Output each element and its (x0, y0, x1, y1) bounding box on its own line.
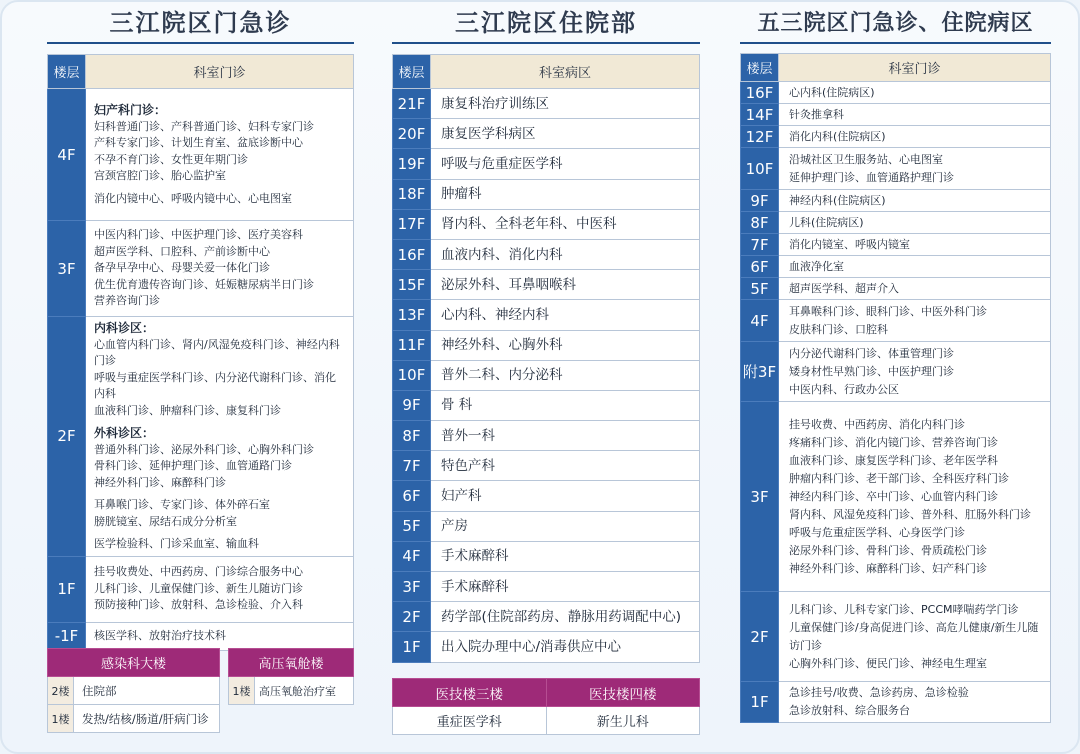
dept-line: 超声医学科、超声介入 (789, 281, 899, 295)
dept-line: 医学检验科、门诊采血室、输血科 (94, 537, 259, 550)
dept-line: 神经外科门诊、麻醉科门诊、妇产科门诊 (789, 561, 987, 575)
floor-table (47, 54, 354, 651)
floor-label: 3F (48, 221, 86, 317)
floor-label: 21F (393, 89, 431, 119)
dept-cell: 心内科、神经内科 (431, 300, 700, 330)
floor-label: 15F (393, 270, 431, 300)
dept-line: 儿科门诊、儿童保健门诊、新生儿随访门诊 (94, 581, 303, 595)
dept-line: 急诊挂号/收费、急诊药房、急诊检验 (789, 686, 969, 699)
floor-row (48, 317, 354, 557)
dept-line: 心内科(住院病区) (789, 85, 875, 99)
floor-label: 2F (48, 317, 86, 557)
floor-row (393, 270, 700, 300)
floor-label: 4F (48, 89, 86, 221)
dept-line: 核医学科、放射治疗技术科 (94, 628, 226, 642)
dept-line: 针灸推拿科 (789, 107, 844, 121)
floor-row (393, 209, 700, 239)
floor-label: 2楼 (48, 677, 74, 705)
dept-label: 发热/结核/肠道/肝病门诊 (74, 705, 220, 733)
group-title: 妇产科门诊： (94, 103, 167, 117)
floor-row (741, 104, 1051, 126)
dept-line: 血液科门诊、康复医学科门诊、老年医学科 (789, 453, 998, 467)
dept-cell (779, 104, 1051, 126)
floor-label: 8F (393, 421, 431, 451)
dept-line: 心血管内科门诊、肾内/风湿免疫科门诊、神经内科门诊 (94, 337, 340, 367)
floor-label: 1F (393, 632, 431, 662)
dept-line: 耳鼻喉门诊、专家门诊、体外碎石室 (94, 498, 270, 511)
dept-line: 消化内镜室、呼吸内镜室 (789, 237, 910, 251)
floor-label: 1楼 (48, 705, 74, 733)
floor-row (393, 360, 700, 390)
dept-line: 沿城社区卫生服务站、心电图室 (789, 152, 943, 166)
dept-cell (779, 300, 1051, 342)
dept-line: 泌尿外科门诊、骨科门诊、骨质疏松门诊 (789, 543, 987, 557)
dept-cell: 普外一科 (431, 421, 700, 451)
floor-label: 6F (393, 481, 431, 511)
oxygen-building-title: 高压氧舱楼 (229, 649, 354, 677)
oxygen-building-table (228, 648, 354, 705)
dept-cell (86, 89, 354, 221)
dept-cell (779, 402, 1051, 592)
dept-line: 神经外科门诊、麻醉科门诊 (94, 475, 226, 489)
dept-cell: 出入院办理中心/消毒供应中心 (431, 632, 700, 662)
dept-line: 产科专家门诊、计划生育室、盆底诊断中心 (94, 136, 303, 149)
column-sanjiang-inpatient (392, 0, 700, 730)
floor-row (741, 342, 1051, 402)
group-title: 外科诊区： (94, 426, 155, 440)
dept-cell: 呼吸与危重症医学科 (431, 149, 700, 179)
dept-cell (779, 148, 1051, 190)
dept-cell (779, 342, 1051, 402)
column-sanjiang-outpatient (47, 0, 354, 726)
dept-cell (86, 221, 354, 317)
floor-row (393, 602, 700, 632)
floor-label: 16F (741, 82, 779, 104)
dept-line: 呼吸与危重症医学科、心身医学门诊 (789, 525, 965, 539)
dept-line: 消化内镜中心、呼吸内镜中心、心电图室 (94, 191, 292, 205)
dept-line: 肾内科、风湿免疫科门诊、普外科、肛肠外科门诊 (789, 507, 1031, 521)
dept-line: 疼痛科门诊、消化内镜门诊、营养咨询门诊 (789, 435, 998, 449)
floor-label: 6F (741, 256, 779, 278)
column-wusan-campus (740, 0, 1051, 723)
floor-label: 19F (393, 149, 431, 179)
floor-row (741, 256, 1051, 278)
floor-row (48, 89, 354, 221)
header-floor: 楼层 (741, 54, 779, 82)
floor-label: 5F (393, 511, 431, 541)
dept-line: 心胸外科门诊、便民门诊、神经电生理室 (789, 656, 987, 670)
column-title: 三江院区门急诊 (47, 0, 354, 44)
floor-row (393, 89, 700, 119)
floor-row (741, 402, 1051, 592)
header-floor: 楼层 (393, 55, 431, 89)
floor-row (393, 330, 700, 360)
group-title: 内科诊区： (94, 321, 155, 335)
floor-row (741, 148, 1051, 190)
dept-cell: 妇产科 (431, 481, 700, 511)
dept-line: 宫颈宫腔门诊、胎心监护室 (94, 169, 226, 182)
floor-label: 7F (393, 451, 431, 481)
floor-row (393, 149, 700, 179)
tech-building-3-dept: 重症医学科 (393, 707, 547, 735)
floor-label: 4F (393, 541, 431, 571)
dept-cell (86, 556, 354, 622)
dept-line: 肿瘤内科门诊、老干部门诊、全科医疗科门诊 (789, 471, 1009, 485)
floor-row (393, 481, 700, 511)
dept-line: 呼吸与重症医学科门诊、内分泌代谢科门诊、消化内科 (94, 370, 336, 400)
floor-label: 14F (741, 104, 779, 126)
floor-label: 20F (393, 119, 431, 149)
floor-label: 9F (393, 390, 431, 420)
dept-line: 内分泌代谢科门诊、体重管理门诊 (789, 346, 954, 360)
floor-label: 13F (393, 300, 431, 330)
floor-row (48, 556, 354, 622)
tech-building-table (392, 678, 700, 735)
floor-row (48, 221, 354, 317)
dept-line: 血液净化室 (789, 259, 844, 273)
floor-table (392, 54, 700, 663)
floor-label: 10F (393, 360, 431, 390)
dept-line: 耳鼻喉科门诊、眼科门诊、中医外科门诊 (789, 304, 987, 318)
floor-row (741, 190, 1051, 212)
header-floor: 楼层 (48, 55, 86, 89)
dept-line: 儿童保健门诊/身高促进门诊、高危儿健康/新生儿随访门诊 (789, 620, 1039, 652)
floor-row (393, 179, 700, 209)
floor-label: 5F (741, 278, 779, 300)
floor-row (393, 390, 700, 420)
dept-cell: 泌尿外科、耳鼻咽喉科 (431, 270, 700, 300)
dept-cell (779, 234, 1051, 256)
floor-row (393, 451, 700, 481)
floor-table (740, 53, 1051, 723)
column-title: 五三院区门急诊、住院病区 (740, 0, 1051, 44)
floor-label: 11F (393, 330, 431, 360)
dept-line: 延伸护理门诊、血管通路护理门诊 (789, 170, 954, 184)
dept-line: 矮身材性早熟门诊、中医护理门诊 (789, 364, 954, 378)
floor-label: 18F (393, 179, 431, 209)
dept-cell (779, 256, 1051, 278)
floor-label: 7F (741, 234, 779, 256)
dept-cell: 产房 (431, 511, 700, 541)
dept-cell (779, 278, 1051, 300)
dept-line: 血液科门诊、肿瘤科门诊、康复科门诊 (94, 403, 281, 417)
floor-row (741, 300, 1051, 342)
dept-line: 备孕早孕中心、母婴关爱一体化门诊 (94, 261, 270, 275)
dept-cell (779, 682, 1051, 723)
floor-label: 1楼 (229, 677, 255, 705)
floor-row (48, 622, 354, 650)
dept-cell: 血液内科、消化内科 (431, 239, 700, 269)
dept-line: 中医内科、行政办公区 (789, 382, 899, 396)
dept-cell (779, 190, 1051, 212)
floor-row (393, 119, 700, 149)
dept-line: 儿科(住院病区) (789, 215, 864, 229)
dept-line: 骨科门诊、延伸护理门诊、血管通路门诊 (94, 459, 292, 472)
floor-row (741, 212, 1051, 234)
floor-label: 10F (741, 148, 779, 190)
dept-cell (86, 317, 354, 557)
dept-line: 不孕不育门诊、女性更年期门诊 (94, 152, 248, 166)
dept-line: 挂号收费、中西药房、消化内科门诊 (789, 417, 965, 431)
column-title: 三江院区住院部 (392, 0, 700, 44)
tech-building-4-dept: 新生儿科 (546, 707, 700, 735)
floor-label: 1F (48, 556, 86, 622)
floor-row (741, 126, 1051, 148)
dept-line: 优生优育遗传咨询门诊、妊娠糖尿病半日门诊 (94, 277, 314, 291)
dept-cell (779, 212, 1051, 234)
floor-label: 17F (393, 209, 431, 239)
dept-cell: 手术麻醉科 (431, 572, 700, 602)
dept-line: 中医内科门诊、中医护理门诊、医疗美容科 (94, 228, 303, 242)
dept-cell: 康复科治疗训练区 (431, 89, 700, 119)
floor-label: 2F (393, 602, 431, 632)
floor-row (393, 300, 700, 330)
dept-cell: 骨 科 (431, 390, 700, 420)
floor-row (393, 632, 700, 662)
dept-line: 消化内科(住院病区) (789, 129, 886, 143)
infectious-building-title: 感染科大楼 (48, 649, 220, 677)
floor-label: 8F (741, 212, 779, 234)
tech-building-4-title: 医技楼四楼 (546, 679, 700, 707)
dept-cell: 康复医学科病区 (431, 119, 700, 149)
dept-label: 住院部 (74, 677, 220, 705)
floor-label: 1F (741, 682, 779, 723)
dept-cell: 手术麻醉科 (431, 541, 700, 571)
dept-cell: 药学部(住院部药房、静脉用药调配中心) (431, 602, 700, 632)
floor-row (393, 239, 700, 269)
dept-cell (779, 126, 1051, 148)
dept-line: 神经内科门诊、卒中门诊、心血管内科门诊 (789, 489, 998, 503)
floor-row (393, 421, 700, 451)
dept-line: 挂号收费处、中西药房、门诊综合服务中心 (94, 565, 303, 579)
dept-line: 儿科门诊、儿科专家门诊、PCCM哮喘药学门诊 (789, 602, 1019, 616)
header-dept: 科室病区 (431, 55, 700, 89)
header-dept: 科室门诊 (779, 54, 1051, 82)
dept-cell: 肿瘤科 (431, 179, 700, 209)
dept-cell: 肾内科、全科老年科、中医科 (431, 209, 700, 239)
tech-building-3-title: 医技楼三楼 (393, 679, 547, 707)
floor-label: 16F (393, 239, 431, 269)
floor-row (741, 234, 1051, 256)
floor-label: 3F (741, 402, 779, 592)
infectious-building-table (47, 648, 220, 733)
dept-line: 超声医学科、口腔科、产前诊断中心 (94, 244, 270, 258)
floor-row (393, 572, 700, 602)
dept-label: 高压氧舱治疗室 (255, 677, 354, 705)
dept-cell: 神经外科、心胸外科 (431, 330, 700, 360)
dept-line: 皮肤科门诊、口腔科 (789, 322, 888, 336)
floor-row (741, 682, 1051, 723)
dept-cell (779, 82, 1051, 104)
header-dept: 科室门诊 (86, 55, 354, 89)
floor-row (393, 541, 700, 571)
dept-cell (779, 592, 1051, 682)
dept-line: 急诊放射科、综合服务台 (789, 704, 910, 717)
dept-line: 营养咨询门诊 (94, 294, 160, 308)
floor-row (393, 511, 700, 541)
dept-cell (86, 622, 354, 650)
floor-label: -1F (48, 622, 86, 650)
floor-label: 3F (393, 572, 431, 602)
dept-line: 预防接种门诊、放射科、急诊检验、介入科 (94, 598, 303, 612)
floor-label: 附3F (741, 342, 779, 402)
floor-label: 9F (741, 190, 779, 212)
dept-cell: 普外二科、内分泌科 (431, 360, 700, 390)
floor-row (741, 278, 1051, 300)
floor-row (741, 82, 1051, 104)
dept-line: 妇科普通门诊、产科普通门诊、妇科专家门诊 (94, 119, 314, 133)
floor-label: 4F (741, 300, 779, 342)
floor-row (741, 592, 1051, 682)
dept-cell: 特色产科 (431, 451, 700, 481)
dept-line: 普通外科门诊、泌尿外科门诊、心胸外科门诊 (94, 442, 314, 456)
dept-line: 膀胱镜室、尿结石成分分析室 (94, 514, 237, 528)
dept-line: 神经内科(住院病区) (789, 193, 886, 207)
floor-label: 12F (741, 126, 779, 148)
floor-label: 2F (741, 592, 779, 682)
